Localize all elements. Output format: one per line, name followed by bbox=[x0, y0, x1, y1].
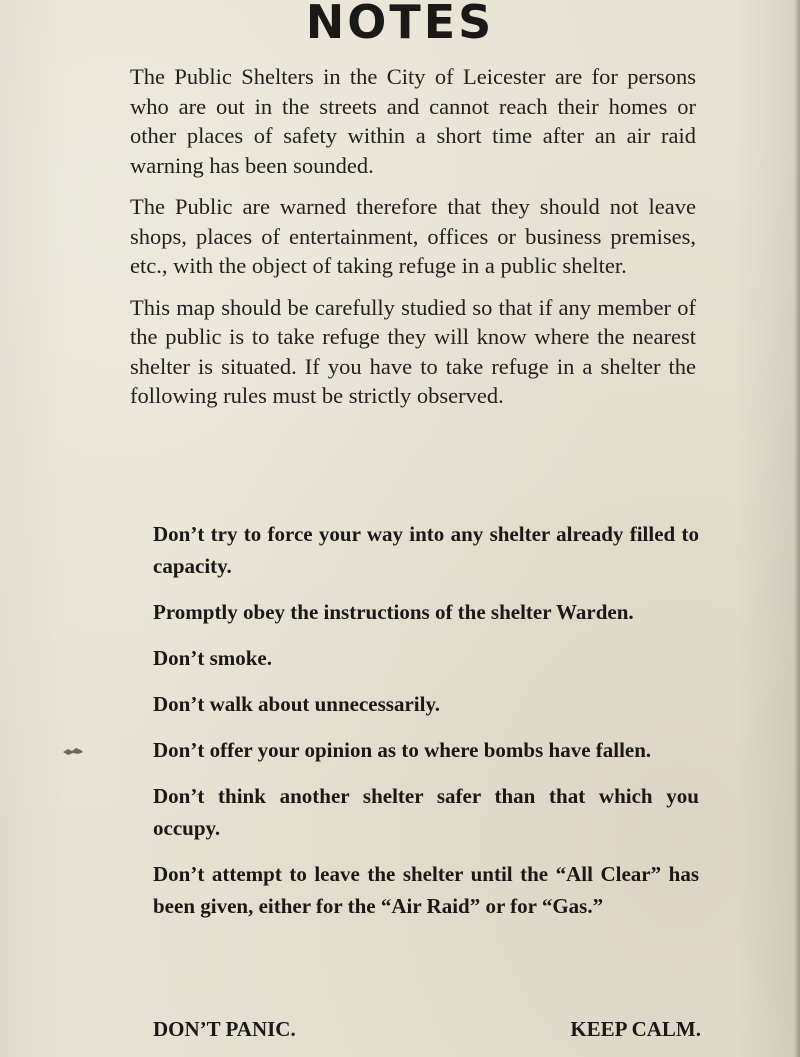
keep-calm-slogan: KEEP CALM. bbox=[570, 1017, 701, 1041]
page-edge-shadow bbox=[794, 0, 800, 1057]
intro-paragraph: This map should be carefully studied so that if any member of the public is to take refuge they will know where the nearest shelter is situated. If you have to take refuge in a shelter the following rules must be strictly observed. bbox=[130, 294, 696, 408]
rule-item: Don’t smoke. bbox=[153, 646, 272, 670]
rule-item: Don’t try to force your way into any shelter already filled to capacity. bbox=[153, 522, 699, 578]
rule-item: Don’t walk about unnecessarily. bbox=[153, 692, 441, 716]
page-title: NOTES bbox=[305, 0, 495, 49]
rule-item: Don’t think another shelter safer than that which you occupy. bbox=[153, 784, 699, 840]
intro-paragraph: The Public Shelters in the City of Leicester are for persons who are out in the streets and cannot reach their homes or other places of safety within a short time after an air raid warning has been sounded. bbox=[130, 64, 696, 178]
rule-item: Don’t offer your opinion as to where bombs have fallen. bbox=[153, 738, 652, 762]
intro-paragraph: The Public are warned therefore that they should not leave shops, places of entertainment, offices or business premises, etc., with the object of taking refuge in a public shelter. bbox=[130, 194, 696, 278]
footer-slogans bbox=[153, 1013, 701, 1045]
rules-list bbox=[153, 518, 699, 936]
ink-speck-mark bbox=[62, 746, 84, 756]
rule-item: Promptly obey the instructions of the shelter Warden. bbox=[153, 600, 634, 624]
dont-panic-slogan: DON’T PANIC. bbox=[153, 1017, 296, 1041]
intro-section bbox=[130, 62, 696, 423]
rule-item: Don’t attempt to leave the shelter until the “All Clear” has been given, either for the “Air Raid” or for “Gas.” bbox=[153, 862, 699, 918]
